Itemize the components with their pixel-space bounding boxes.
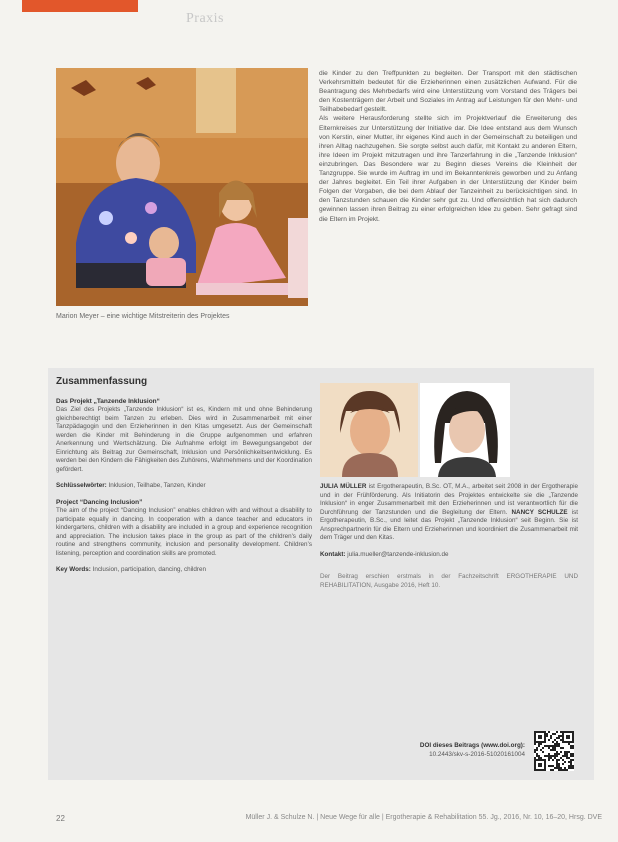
doi-value: 10.2443/skv-s-2016-51020161004 <box>429 750 525 758</box>
contact-value: julia.mueller@tanzende-inklusion.de <box>347 550 449 558</box>
author-name: JULIA MÜLLER <box>320 483 367 490</box>
summary-title: Zusammenfassung <box>56 376 148 387</box>
doi-block <box>320 742 525 759</box>
article-paragraph: Als weitere Herausforderung stellte sich im Projektverlauf die Erweiterung des Elternkreises zur Unterstützung der Initiative dar. Die Idee entstand aus dem Wunsch von Kerstin, einer Mutter, ihr eigenes Kind auch in der Gemeinschaft zu beteiligen und ihren Alltag nachzugehen. Sie sorgte selbst auch dafür, mit Kontakt zu anderen Eltern, ihre Ideen im Projekt mitzutragen und ihre Tanzerfahrung in die „Tanzende Inklusion“ einzubringen. Das Besondere war zu Beginn dieses Vereins die Kleinheit der Tanzgruppe. Sie wurde im Auftrag im und im Bekanntenkreis geworben und zu Anfang der Jahres begleitet. Ein Teil ihrer Aufgaben in der Unterstützung der Kinder beim Folgen der Vorgaben, die bei dem Ablauf der Tanzeinheit zu berücksichtigen sind. In den Tanzstunden schauen die Kinder sehr gut zu. Und offensichtlich hat sich dadurch gewinnen lassen ihren Beitrag zu einer erfolgreichen Idee zu geben. Sehr gefragt sind die Eltern im Projekt. <box>319 115 577 223</box>
author-description: ist Ergotherapeutin, B.Sc., und leitet das Projekt „Tanzende Inklusion“ seit Beginn. Sie ist Ansprechpartnerin für die Eltern und Erzieherinnen und koordiniert die Zusammenarbeit mit dem Träger und den Kitas. <box>320 508 579 541</box>
contact-label: Kontakt: <box>320 550 346 558</box>
author-bio <box>320 483 578 598</box>
article-paragraph: die Kinder zu den Treffpunkten zu begleiten. Der Transport mit den städtischen Verkehrsmitteln bedeutet für die Erzieherinnen einen zusätzlichen Aufwand. Für die Beantragung des Mehrbedarfs wird eine Unterstützung vom Vorstand des Trägers bei den Kostenträgern der Arbeit und Soziales im Antrag auf Leistungen für den Mehr- und Teilhabebedarf gestellt. <box>319 70 577 114</box>
bio-contact <box>320 551 578 560</box>
keywords-value: Inclusion, participation, dancing, children <box>92 566 207 573</box>
summary-section <box>56 378 312 583</box>
author-portrait-2 <box>420 383 510 477</box>
doi-label: DOI dieses Beitrags (www.doi.org): <box>419 742 525 749</box>
section-title: Praxis <box>186 11 224 26</box>
qr-code <box>534 731 574 771</box>
keywords-value: Inklusion, Teilhabe, Tanzen, Kinder <box>108 482 206 489</box>
top-accent-bar <box>22 0 138 12</box>
photo-caption: Marion Meyer – eine wichtige Mitstreiterin des Projektes <box>56 313 230 320</box>
author-name: NANCY SCHULZE <box>511 508 568 516</box>
bio-author-1 <box>320 483 578 543</box>
summary-en-text: The aim of the project “Dancing Inclusion” enables children with and without a disability to participate equally in dancing. In cooperation with a dance teacher and educators in kindergartens, children with a disability are included in a group and experience recognition and appreciation. The inclusion takes place in the group as part of the children's daily routine and strengthens community, inclusion and personality development. Children’s listening, perception and coordination skills are promoted. <box>56 507 312 557</box>
bio-note: Der Beitrag erschien erstmals in der Fachzeitschrift ERGOTHERAPIE UND REHABILITATION, Ausgabe 2016, Heft 10. <box>320 573 578 589</box>
summary-de-keywords <box>56 482 312 491</box>
article-text <box>319 69 577 224</box>
summary-de-text: Das Ziel des Projekts „Tanzende Inklusion“ ist es, Kindern mit und ohne Behinderung gleichberechtigt beim Tanzen zu erleben. Dies wird in Zusammenarbeit mit einer Tanzpädagogin und den Erzieherinnen in den Kitas umgesetzt. Aus der Gemeinschaft werden die Kinder mit Behinderung in die Gruppe aufgenommen und erfahren Anerkennung und Wertschätzung. Die Aufnahme erfolgt im Bewegungsangebot der Einrichtung als Beitrag zur Gemeinschaft, Inklusion und Persönlichkeitsentwicklung. Es werden bei den Kindern die Fähigkeiten des Zuhörens, Wahrnehmens und der Koordination gefördert. <box>56 406 312 473</box>
summary-en-keywords <box>56 566 312 575</box>
summary-en-heading: Project “Dancing Inclusion” <box>56 498 143 506</box>
article-photo <box>56 68 308 306</box>
author-portrait-1 <box>320 383 418 477</box>
footer-citation: Müller J. & Schulze N. | Neue Wege für alle | Ergotherapie & Rehabilitation 55. Jg., 2016, Nr. 10, 16–20, Hrsg. DVE <box>245 814 602 821</box>
page-number: 22 <box>56 814 65 823</box>
author-description: ist Ergotherapeutin, B.Sc. OT, M.A., arbeitet seit 2008 in der Ergotherapie und in der Frühförderung. Als Initiatorin des Projektes entwickelte sie die „Tanzende Inklusion“ in enger Zusammenarbeit mit den Erzieherinnen und ist verantwortlich für die Durchführung der Tanzstunden und die Begleitung der Eltern. <box>320 483 578 516</box>
summary-de-heading: Das Projekt „Tanzende Inklusion“ <box>56 397 160 405</box>
keywords-label: Key Words: <box>56 566 91 573</box>
keywords-label: Schlüsselwörter: <box>56 482 107 489</box>
